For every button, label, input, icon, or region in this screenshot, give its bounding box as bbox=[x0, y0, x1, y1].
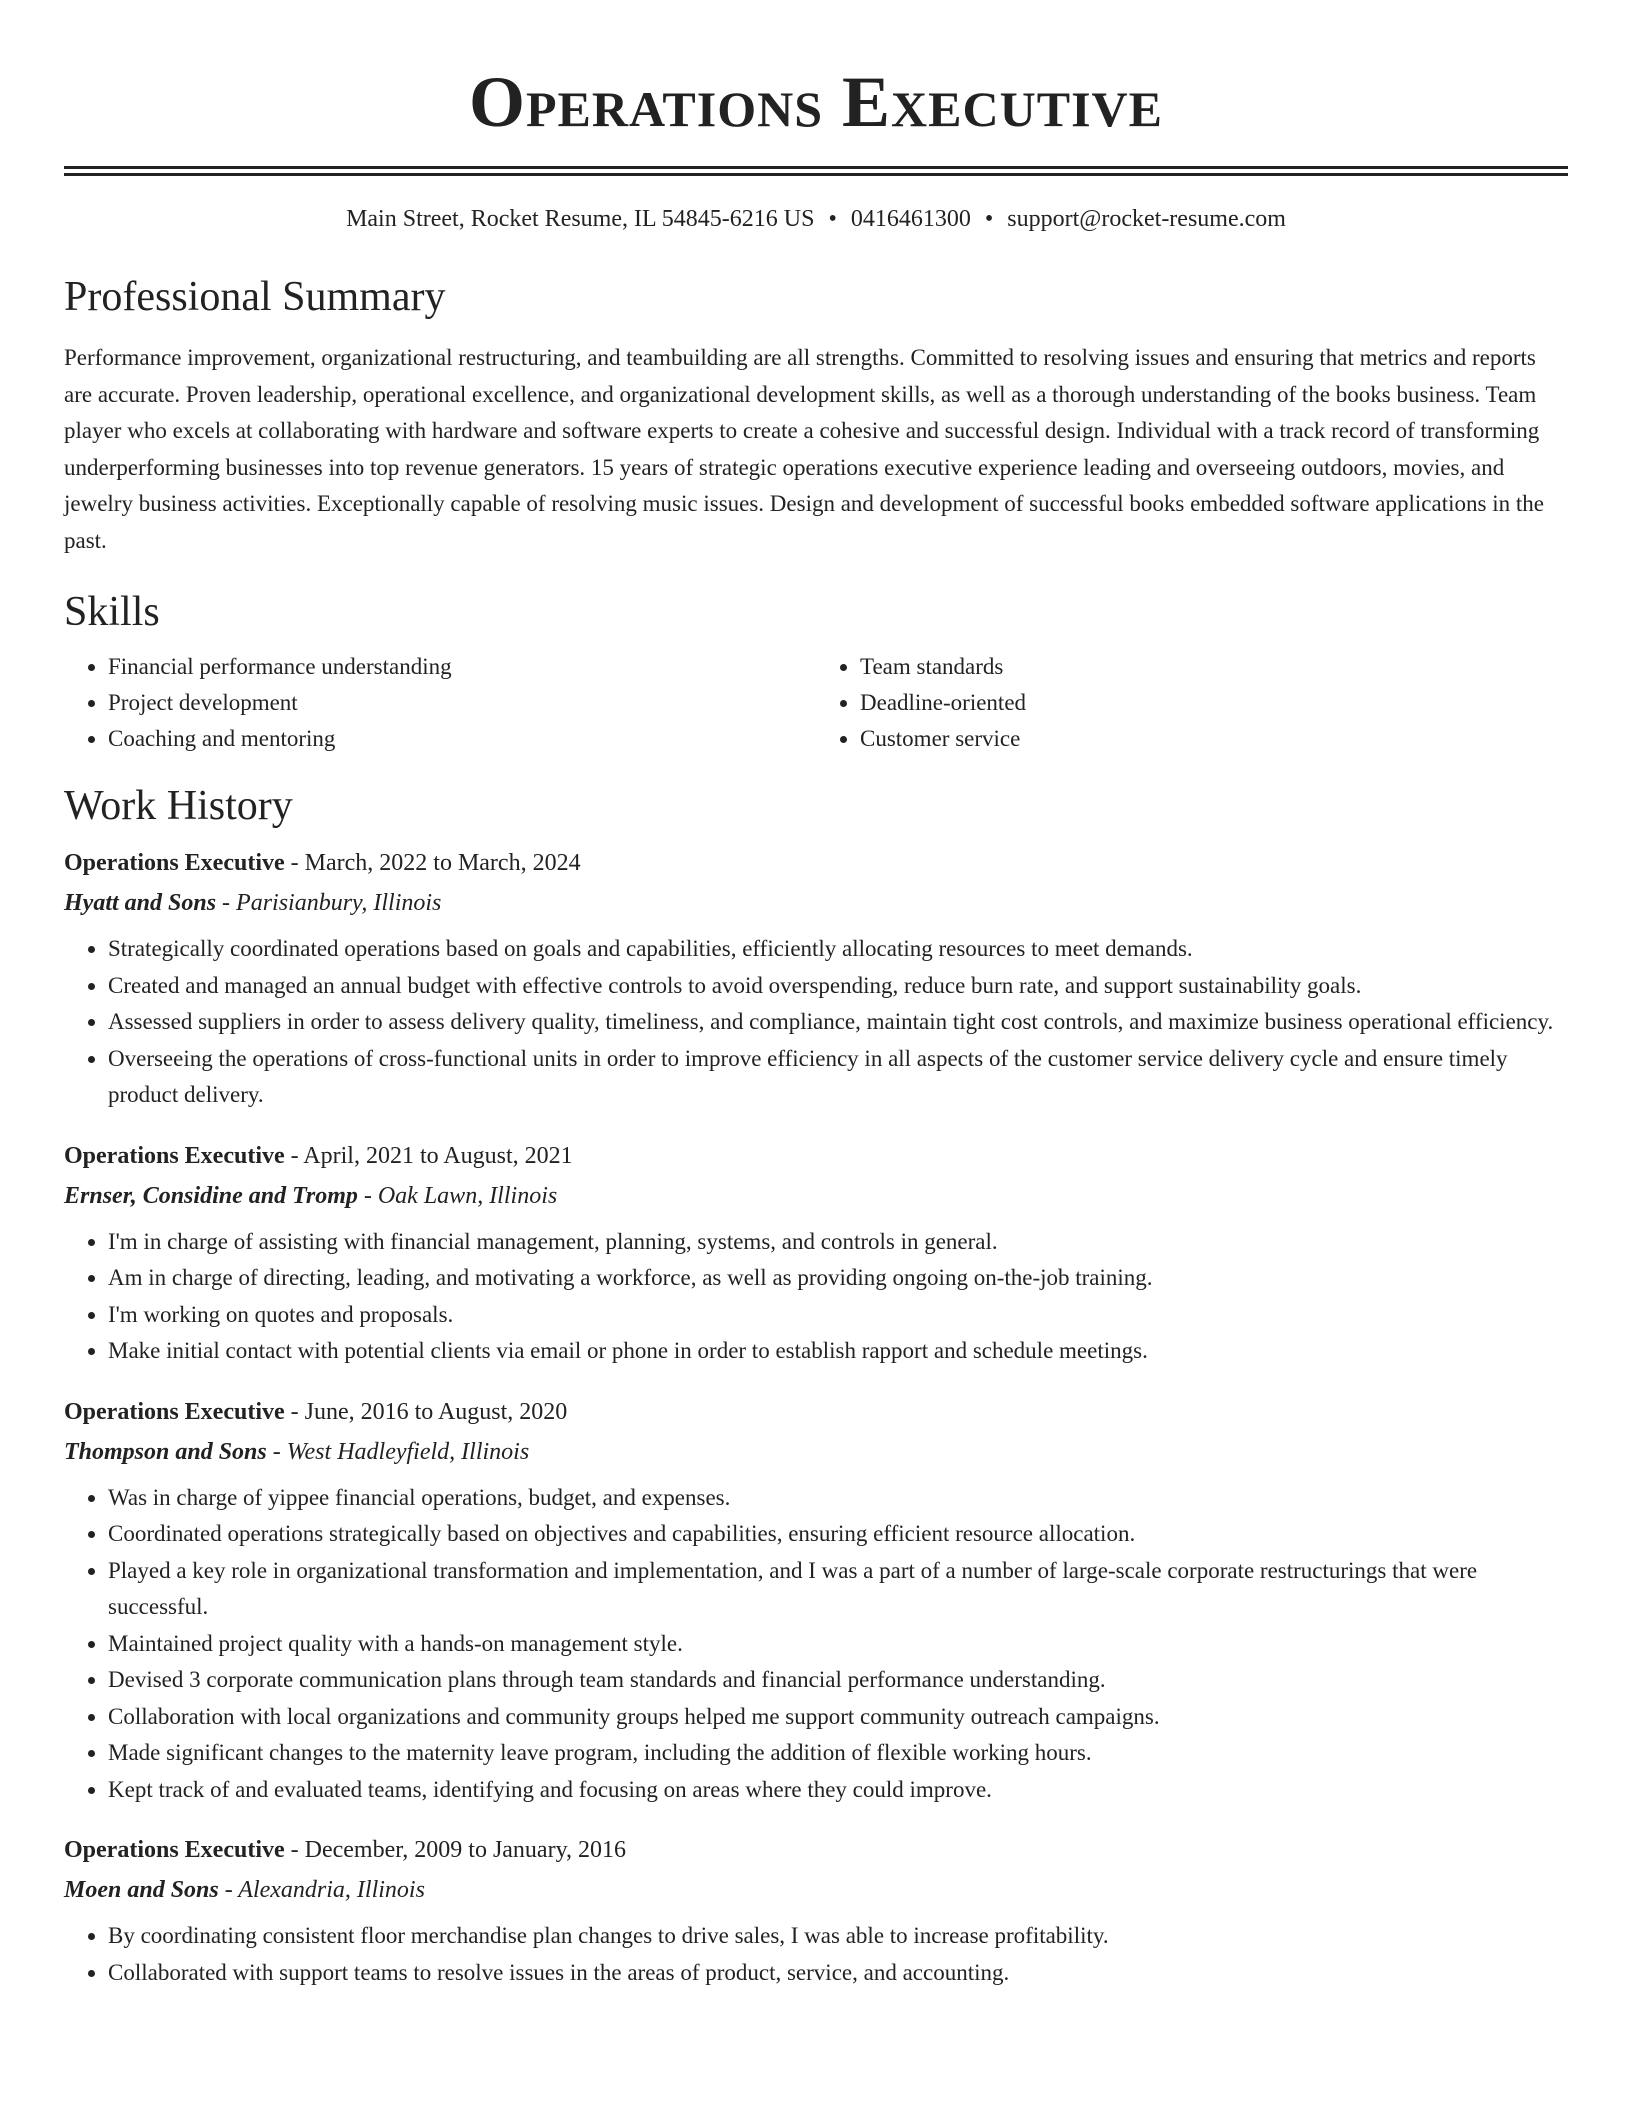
job-bullet: • Created and managed an annual budget with effective controls to avoid overspending, reduce burn rate, and support sustainability goals. bbox=[108, 968, 1568, 1005]
job-entry bbox=[64, 1136, 1568, 1370]
job-bullets bbox=[64, 931, 1568, 1114]
job-bullets bbox=[64, 1224, 1568, 1370]
skills-column-left bbox=[64, 649, 816, 757]
resume-name: Operations Executive bbox=[469, 62, 1163, 142]
job-company: Hyatt and Sons bbox=[64, 890, 217, 916]
job-title-line bbox=[64, 1392, 1568, 1432]
job-bullet: • Am in charge of directing, leading, and motivating a workforce, as well as providing ongoing on-the-job training. bbox=[108, 1260, 1568, 1297]
job-location: - West Hadleyfield, Illinois bbox=[266, 1438, 530, 1465]
job-bullet: • Played a key role in organizational transformation and implementation, and I was a part of a number of large-scale corporate restructurings that were successful. bbox=[108, 1553, 1568, 1626]
job-role: Operations Executive bbox=[64, 1142, 285, 1169]
job-bullet: • I'm working on quotes and proposals. bbox=[108, 1297, 1568, 1334]
job-location: - Oak Lawn, Illinois bbox=[357, 1182, 558, 1209]
contact-separator: • bbox=[984, 206, 994, 232]
job-bullet: • I'm in charge of assisting with financial management, planning, systems, and controls in general. bbox=[108, 1224, 1568, 1261]
job-bullet: • Devised 3 corporate communication plans through team standards and financial performance understanding. bbox=[108, 1662, 1568, 1699]
job-bullet: • Overseeing the operations of cross-functional units in order to improve efficiency in all aspects of the customer service delivery cycle and ensure timely product delivery. bbox=[108, 1041, 1568, 1114]
skill-item: • Deadline-oriented bbox=[860, 685, 1568, 721]
summary-heading: Professional Summary bbox=[64, 274, 446, 320]
contact-phone: 0416461300 bbox=[850, 206, 971, 232]
job-bullet: • Kept track of and evaluated teams, identifying and focusing on areas where they could improve. bbox=[108, 1772, 1568, 1809]
skill-item: • Coaching and mentoring bbox=[108, 721, 816, 757]
job-dates: - April, 2021 to August, 2021 bbox=[284, 1142, 573, 1169]
job-title-line bbox=[64, 1136, 1568, 1176]
work-history-heading: Work History bbox=[64, 783, 293, 829]
job-company: Ernser, Considine and Tromp bbox=[64, 1182, 358, 1209]
job-company-line bbox=[64, 1176, 1568, 1216]
job-bullets bbox=[64, 1918, 1568, 1991]
job-company: Thompson and Sons bbox=[64, 1438, 267, 1465]
skill-item: • Financial performance understanding bbox=[108, 649, 816, 685]
skills-list bbox=[64, 649, 1568, 757]
skills-column-right bbox=[816, 649, 1568, 757]
skill-item: • Customer service bbox=[860, 721, 1568, 757]
job-company-line bbox=[64, 1432, 1568, 1472]
job-bullet: • Maintained project quality with a hands-on management style. bbox=[108, 1626, 1568, 1663]
job-location: - Alexandria, Illinois bbox=[218, 1877, 425, 1903]
job-dates: - December, 2009 to January, 2016 bbox=[284, 1837, 627, 1863]
job-bullet: • Collaboration with local organizations and community groups helped me support community outreach campaigns. bbox=[108, 1699, 1568, 1736]
job-bullet: • Was in charge of yippee financial operations, budget, and expenses. bbox=[108, 1480, 1568, 1517]
header-divider bbox=[64, 166, 1568, 176]
job-dates: - June, 2016 to August, 2020 bbox=[284, 1398, 568, 1425]
summary-text: Performance improvement, organizational restructuring, and teambuilding are all strengths. Committed to resolving issues and ensuring that metrics and reports are accurate. Proven leadership, operational excellence, and organizational development skills, as well as a thorough understanding of the books business. Team player who excels at collaborating with hardware and software experts to create a cohesive and successful design. Individual with a track record of transforming underperforming businesses into top revenue generators. 15 years of strategic operations executive experience leading and overseeing outdoors, movies, and jewelry business activities. Exceptionally capable of resolving music issues. Design and development of successful books embedded software applications in the past. bbox=[64, 345, 1544, 553]
job-company-line bbox=[64, 883, 1568, 923]
contact-email: support@rocket-resume.com bbox=[1007, 206, 1286, 232]
job-company-line bbox=[64, 1870, 1568, 1910]
job-entry bbox=[64, 843, 1568, 1114]
job-entry bbox=[64, 1392, 1568, 1809]
resume-content bbox=[64, 0, 1568, 1991]
job-bullet: • Strategically coordinated operations based on goals and capabilities, efficiently allocating resources to meet demands. bbox=[108, 931, 1568, 968]
job-role: Operations Executive bbox=[64, 850, 285, 876]
job-bullets bbox=[64, 1480, 1568, 1809]
job-bullet: • By coordinating consistent floor merchandise plan changes to drive sales, I was able to increase profitability. bbox=[108, 1918, 1568, 1955]
job-title-line bbox=[64, 1830, 1568, 1870]
job-entry bbox=[64, 1830, 1568, 1991]
contact-line bbox=[64, 204, 1568, 234]
job-bullet: • Collaborated with support teams to resolve issues in the areas of product, service, and accounting. bbox=[108, 1955, 1568, 1992]
job-bullet: • Assessed suppliers in order to assess delivery quality, timeliness, and compliance, maintain tight cost controls, and maximize business operational efficiency. bbox=[108, 1004, 1568, 1041]
job-title-line bbox=[64, 843, 1568, 883]
job-bullet: • Coordinated operations strategically based on objectives and capabilities, ensuring efficient resource allocation. bbox=[108, 1516, 1568, 1553]
skills-heading: Skills bbox=[64, 589, 160, 635]
job-company: Moen and Sons bbox=[64, 1877, 219, 1903]
skill-item: • Team standards bbox=[860, 649, 1568, 685]
job-bullet: • Make initial contact with potential clients via email or phone in order to establish rapport and schedule meetings. bbox=[108, 1333, 1568, 1370]
contact-separator: • bbox=[828, 206, 837, 232]
skill-item: • Project development bbox=[108, 685, 816, 721]
job-role: Operations Executive bbox=[64, 1837, 285, 1863]
job-dates: - March, 2022 to March, 2024 bbox=[284, 850, 581, 876]
contact-address: Main Street, Rocket Resume, IL 54845-6216 US bbox=[346, 206, 815, 232]
job-role: Operations Executive bbox=[64, 1398, 285, 1425]
job-bullet: • Made significant changes to the maternity leave program, including the addition of flexible working hours. bbox=[108, 1735, 1568, 1772]
job-location: - Parisianbury, Illinois bbox=[216, 890, 442, 916]
